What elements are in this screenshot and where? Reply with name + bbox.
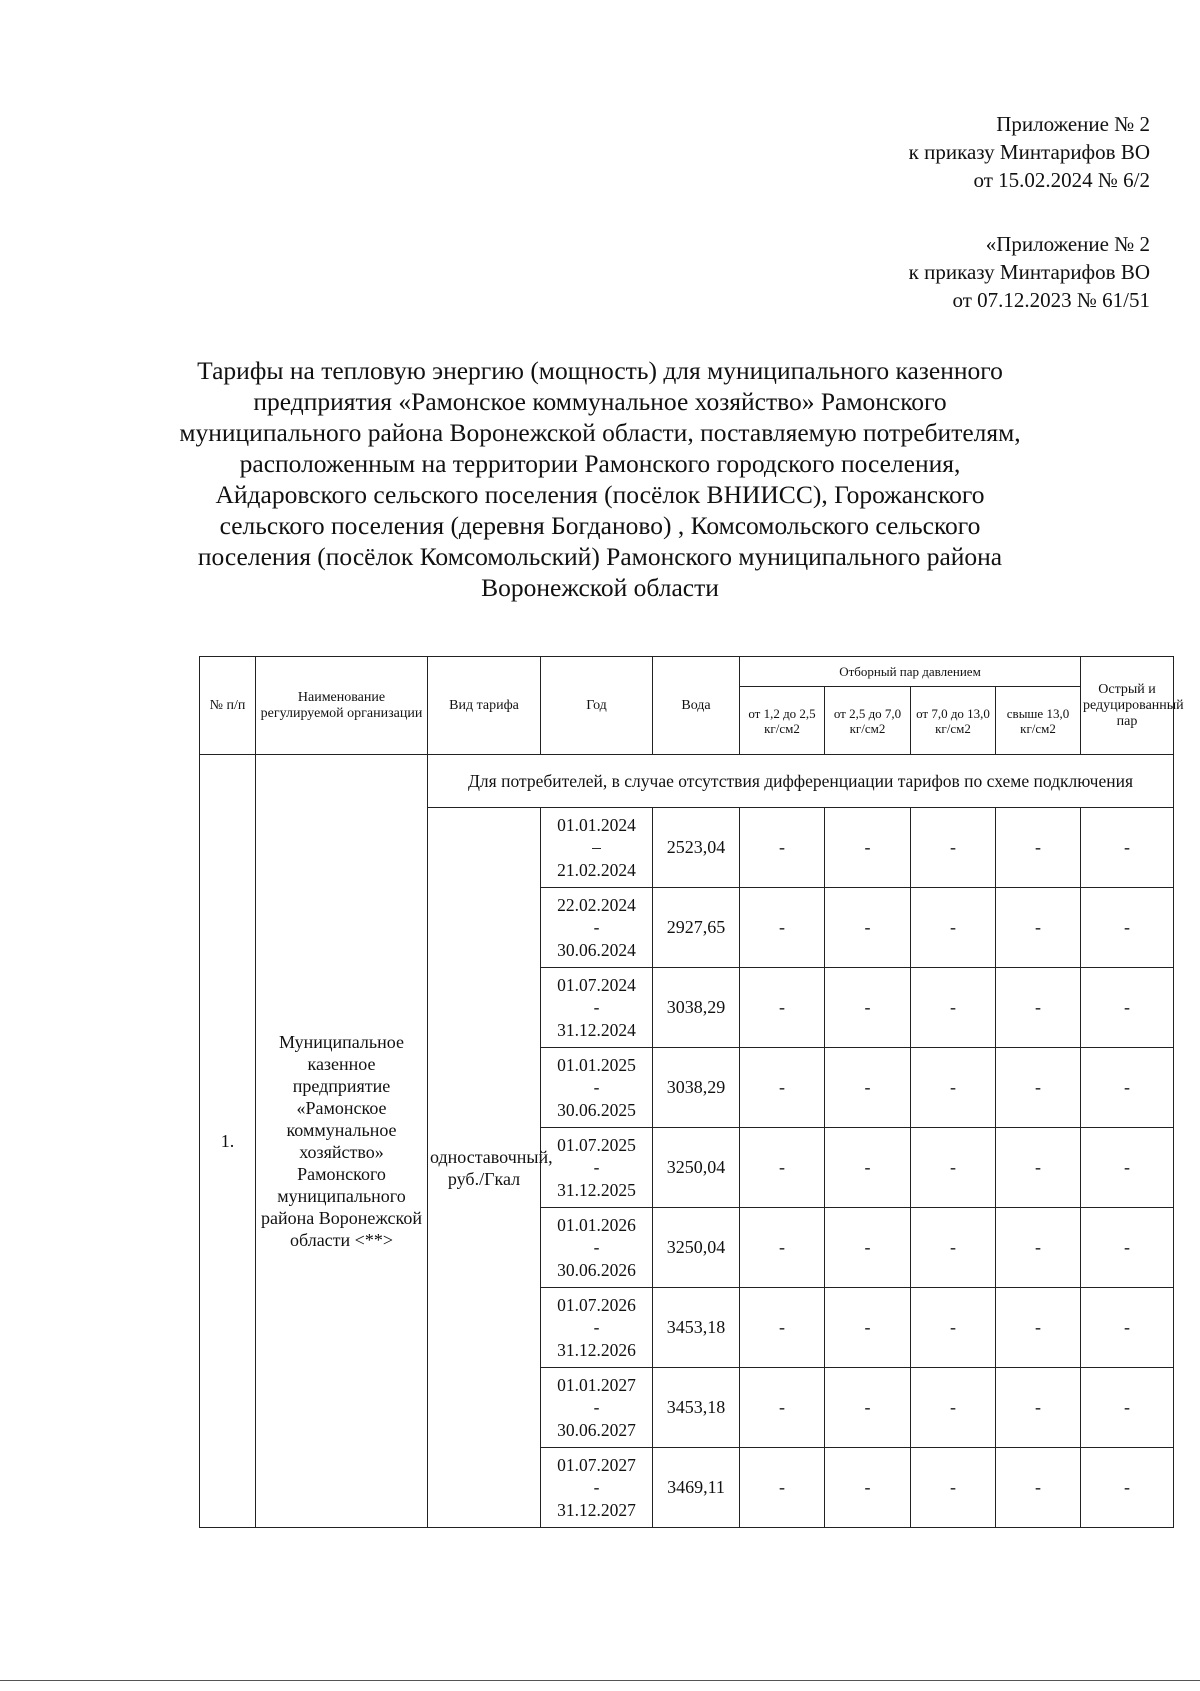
title-line: муниципального района Воронежской области, поставляемую потребителям, xyxy=(179,418,1021,447)
appendix-line: к приказу Минтарифов ВО xyxy=(908,260,1150,284)
period-sep: – xyxy=(592,837,601,858)
period-cell xyxy=(541,1208,653,1288)
period-to: 31.12.2026 xyxy=(557,1339,636,1360)
steam-over-13-value: - xyxy=(996,1128,1081,1208)
title-line: поселения (посёлок Комсомольский) Рамонского муниципального района xyxy=(197,542,1003,571)
water-tariff-value: 2927,65 xyxy=(653,888,740,968)
steam-7-13-value: - xyxy=(911,1448,996,1528)
sharp-steam-value: - xyxy=(1081,1048,1174,1128)
title-line: расположенным на территории Рамонского городского поселения, xyxy=(239,449,961,478)
title-line: сельского поселения (деревня Богданово) , Комсомольского сельского xyxy=(219,511,981,540)
appendix-line: от 15.02.2024 № 6/2 xyxy=(973,168,1150,192)
period-from: 01.07.2026 xyxy=(557,1294,636,1315)
steam-1-2-5-value: - xyxy=(740,1368,825,1448)
header-number: № п/п xyxy=(200,657,256,755)
tariff-table xyxy=(199,656,1184,1528)
water-tariff-value: 2523,04 xyxy=(653,808,740,888)
steam-7-13-value: - xyxy=(911,1128,996,1208)
steam-1-2-5-value: - xyxy=(740,1128,825,1208)
water-tariff-value: 3250,04 xyxy=(653,1128,740,1208)
section-label: Для потребителей, в случае отсутствия дифференциации тарифов по схеме подключения xyxy=(428,755,1174,808)
steam-over-13-value: - xyxy=(996,968,1081,1048)
page-bottom-rule xyxy=(0,1680,1200,1681)
steam-2-5-7-value: - xyxy=(825,1208,911,1288)
header-selected-steam: Отборный пар давлением xyxy=(740,657,1081,687)
water-tariff-value: 3453,18 xyxy=(653,1368,740,1448)
steam-1-2-5-value: - xyxy=(740,1048,825,1128)
sharp-steam-value: - xyxy=(1081,968,1174,1048)
period-to: 30.06.2025 xyxy=(557,1099,636,1120)
header-year: Год xyxy=(541,657,653,755)
water-tariff-value: 3038,29 xyxy=(653,968,740,1048)
steam-over-13-value: - xyxy=(996,1288,1081,1368)
steam-7-13-value: - xyxy=(911,1368,996,1448)
period-sep: - xyxy=(593,1077,600,1098)
steam-over-13-value: - xyxy=(996,888,1081,968)
period-from: 01.01.2027 xyxy=(557,1374,636,1395)
period-sep: - xyxy=(593,1477,600,1498)
steam-1-2-5-value: - xyxy=(740,1288,825,1368)
header-steam-2-5-7: от 2,5 до 7,0 кг/см2 xyxy=(825,687,911,755)
period-cell xyxy=(541,1048,653,1128)
steam-1-2-5-value: - xyxy=(740,968,825,1048)
steam-7-13-value: - xyxy=(911,1208,996,1288)
period-to: 30.06.2026 xyxy=(557,1259,636,1280)
title-line: Воронежской области xyxy=(481,573,719,602)
period-from: 01.01.2026 xyxy=(557,1214,636,1235)
steam-2-5-7-value: - xyxy=(825,1288,911,1368)
sharp-steam-value: - xyxy=(1081,1448,1174,1528)
period-from: 01.01.2025 xyxy=(557,1054,636,1075)
period-from: 01.07.2025 xyxy=(557,1134,636,1155)
appendix-line: «Приложение № 2 xyxy=(985,232,1150,256)
sharp-steam-value: - xyxy=(1081,1128,1174,1208)
header-tariff-type: Вид тарифа xyxy=(428,657,541,755)
header-sharp-steam: Острый и редуцированный пар xyxy=(1081,657,1174,755)
period-to: 31.12.2025 xyxy=(557,1179,636,1200)
steam-2-5-7-value: - xyxy=(825,1448,911,1528)
steam-2-5-7-value: - xyxy=(825,1128,911,1208)
steam-7-13-value: - xyxy=(911,888,996,968)
header-steam-1-2-5: от 1,2 до 2,5 кг/см2 xyxy=(740,687,825,755)
period-sep: - xyxy=(593,917,600,938)
steam-1-2-5-value: - xyxy=(740,808,825,888)
period-to: 30.06.2027 xyxy=(557,1419,636,1440)
water-tariff-value: 3469,11 xyxy=(653,1448,740,1528)
period-sep: - xyxy=(593,1237,600,1258)
period-cell xyxy=(541,808,653,888)
sharp-steam-value: - xyxy=(1081,808,1174,888)
sharp-steam-value: - xyxy=(1081,1368,1174,1448)
period-to: 21.02.2024 xyxy=(557,859,636,880)
period-cell xyxy=(541,1448,653,1528)
appendix-line: к приказу Минтарифов ВО xyxy=(908,140,1150,164)
steam-2-5-7-value: - xyxy=(825,1048,911,1128)
steam-over-13-value: - xyxy=(996,1208,1081,1288)
steam-1-2-5-value: - xyxy=(740,1208,825,1288)
title-line: Айдаровского сельского поселения (посёлок ВНИИСС), Горожанского xyxy=(215,480,985,509)
row-number: 1. xyxy=(200,755,256,1528)
period-sep: - xyxy=(593,1157,600,1178)
steam-7-13-value: - xyxy=(911,1288,996,1368)
organization-name: Муниципальное казенное предприятие «Рамонское коммунальное хозяйство» Рамонского муниципального района Воронежской области <**> xyxy=(256,755,428,1528)
period-cell xyxy=(541,1128,653,1208)
steam-over-13-value: - xyxy=(996,1448,1081,1528)
appendix-header-original xyxy=(909,230,1150,314)
period-cell xyxy=(541,1368,653,1448)
steam-2-5-7-value: - xyxy=(825,1368,911,1448)
steam-over-13-value: - xyxy=(996,1368,1081,1448)
header-organization: Наименование регулируемой организации xyxy=(256,657,428,755)
header-steam-7-13: от 7,0 до 13,0 кг/см2 xyxy=(911,687,996,755)
sharp-steam-value: - xyxy=(1081,1208,1174,1288)
document-title xyxy=(170,355,1030,603)
appendix-line: Приложение № 2 xyxy=(996,112,1150,136)
period-from: 01.01.2024 xyxy=(557,814,636,835)
header-water: Вода xyxy=(653,657,740,755)
period-cell xyxy=(541,968,653,1048)
steam-2-5-7-value: - xyxy=(825,968,911,1048)
steam-over-13-value: - xyxy=(996,808,1081,888)
period-sep: - xyxy=(593,1397,600,1418)
period-cell xyxy=(541,1288,653,1368)
title-line: Тарифы на тепловую энергию (мощность) для муниципального казенного xyxy=(197,356,1003,385)
appendix-line: от 07.12.2023 № 61/51 xyxy=(952,288,1150,312)
steam-over-13-value: - xyxy=(996,1048,1081,1128)
steam-2-5-7-value: - xyxy=(825,808,911,888)
steam-7-13-value: - xyxy=(911,1048,996,1128)
steam-2-5-7-value: - xyxy=(825,888,911,968)
period-to: 31.12.2027 xyxy=(557,1499,636,1520)
water-tariff-value: 3250,04 xyxy=(653,1208,740,1288)
steam-1-2-5-value: - xyxy=(740,888,825,968)
appendix-header-current xyxy=(909,110,1150,194)
title-line: предприятия «Рамонское коммунальное хозяйство» Рамонского xyxy=(253,387,947,416)
steam-7-13-value: - xyxy=(911,968,996,1048)
header-steam-over-13: свыше 13,0 кг/см2 xyxy=(996,687,1081,755)
period-from: 22.02.2024 xyxy=(557,894,636,915)
period-from: 01.07.2027 xyxy=(557,1454,636,1475)
period-to: 31.12.2024 xyxy=(557,1019,636,1040)
period-sep: - xyxy=(593,997,600,1018)
water-tariff-value: 3038,29 xyxy=(653,1048,740,1128)
sharp-steam-value: - xyxy=(1081,888,1174,968)
period-to: 30.06.2024 xyxy=(557,939,636,960)
water-tariff-value: 3453,18 xyxy=(653,1288,740,1368)
period-from: 01.07.2024 xyxy=(557,974,636,995)
period-cell xyxy=(541,888,653,968)
sharp-steam-value: - xyxy=(1081,1288,1174,1368)
steam-7-13-value: - xyxy=(911,808,996,888)
tariff-type: одноставочный, руб./Гкал xyxy=(428,808,541,1528)
steam-1-2-5-value: - xyxy=(740,1448,825,1528)
period-sep: - xyxy=(593,1317,600,1338)
